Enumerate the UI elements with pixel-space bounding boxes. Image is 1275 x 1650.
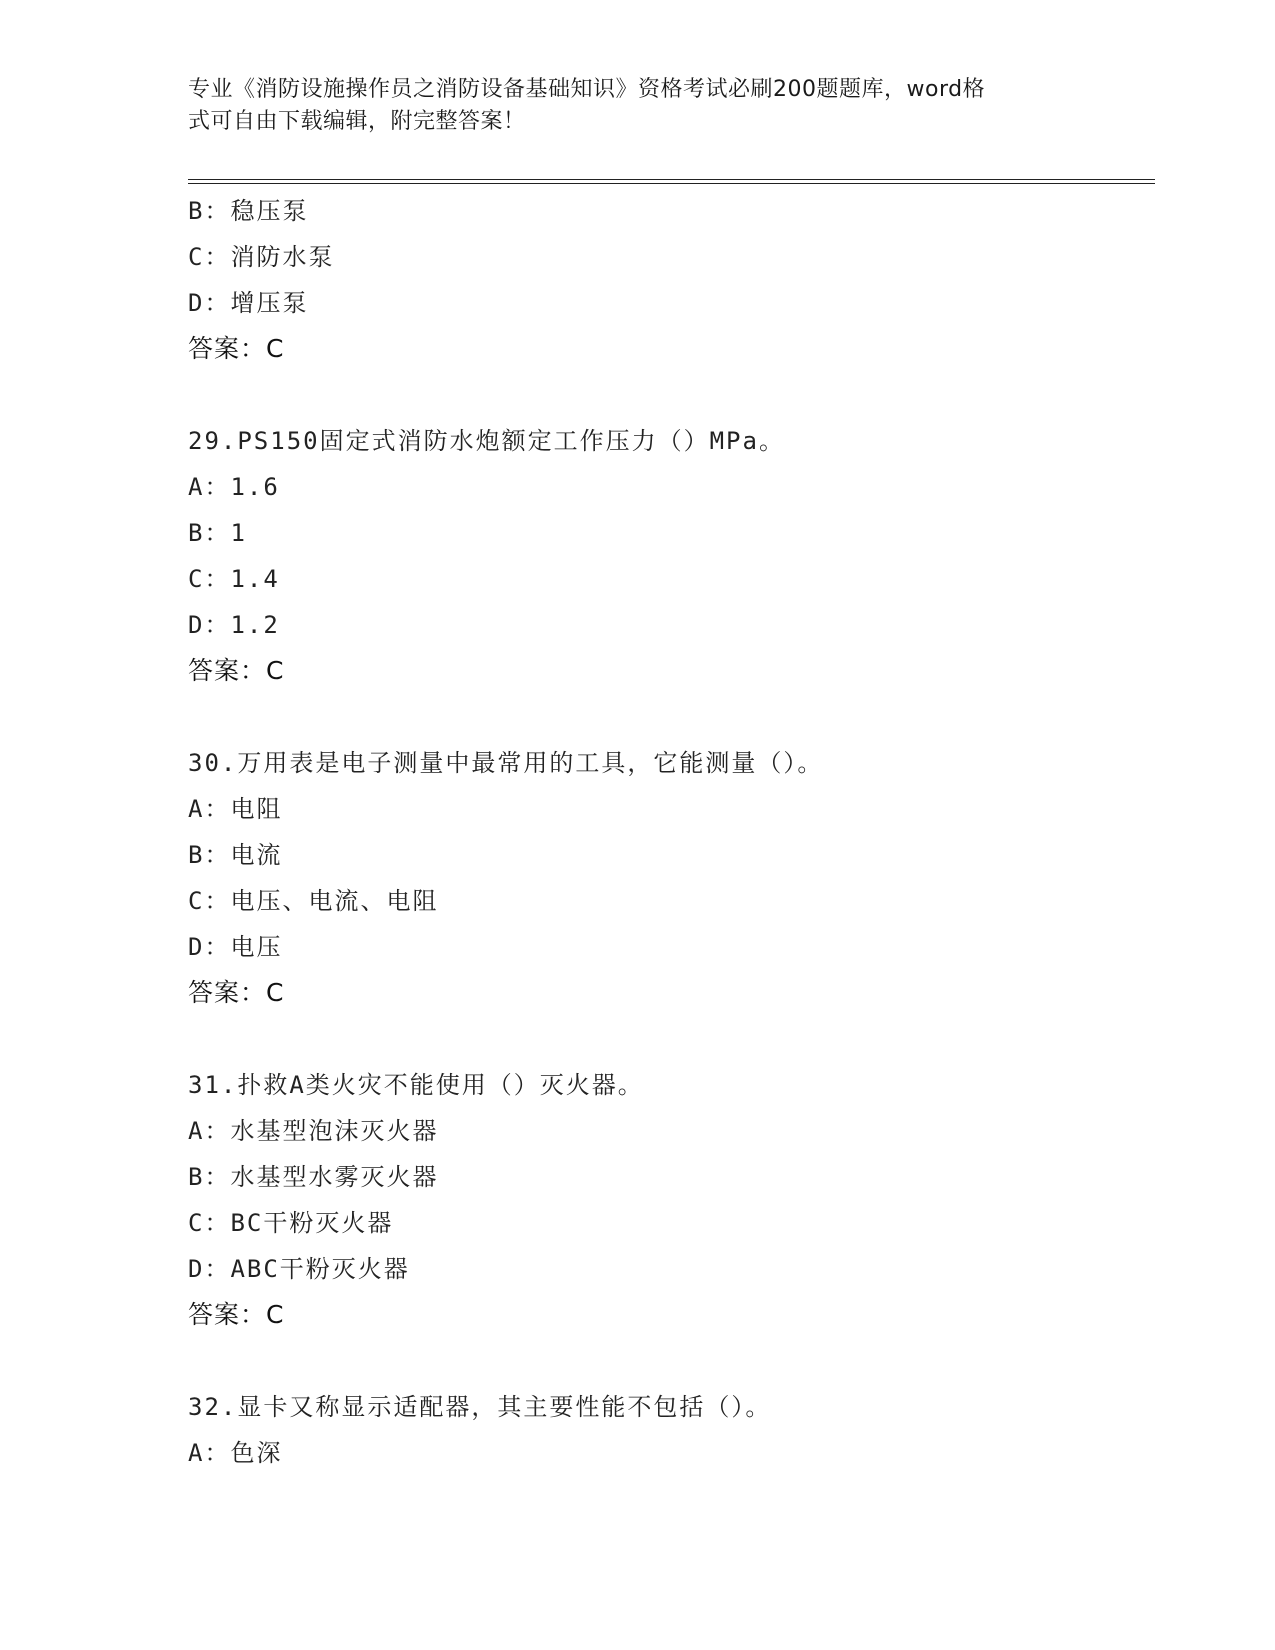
- question-30: [188, 740, 1148, 1016]
- header-divider-top: [188, 179, 1155, 180]
- answer: 答案：C: [188, 656, 285, 685]
- option-a: A：色深: [188, 1439, 283, 1467]
- option-c: C：电压、电流、电阻: [188, 887, 439, 915]
- question-stem: 32.显卡又称显示适配器，其主要性能不包括（）。: [188, 1393, 772, 1421]
- option-c: C：1.4: [188, 565, 280, 593]
- header-title-line-2: 式可自由下载编辑，附完整答案！: [188, 109, 526, 134]
- answer: 答案：C: [188, 334, 285, 363]
- question-stem: 29.PS150固定式消防水炮额定工作压力（）MPa。: [188, 427, 785, 455]
- option-c: C：BC干粉灭火器: [188, 1209, 394, 1237]
- option-d: D：电压: [188, 933, 283, 961]
- option-d: D：ABC干粉灭火器: [188, 1255, 410, 1283]
- option-b: B：1: [188, 519, 247, 547]
- option-a: A：1.6: [188, 473, 280, 501]
- option-a: A：电阻: [188, 795, 283, 823]
- question-stem: 31.扑救A类火灾不能使用（）灭火器。: [188, 1071, 644, 1099]
- option-a: A：水基型泡沫灭火器: [188, 1117, 439, 1145]
- question-stem: 30.万用表是电子测量中最常用的工具，它能测量（）。: [188, 749, 824, 777]
- spacer: [188, 372, 1148, 418]
- option-c: C：消防水泵: [188, 243, 335, 271]
- spacer: [188, 1338, 1148, 1384]
- option-b: B：水基型水雾灭火器: [188, 1163, 439, 1191]
- answer: 答案：C: [188, 1300, 285, 1329]
- question-28-continued: [188, 188, 1148, 372]
- question-31: [188, 1062, 1148, 1338]
- spacer: [188, 694, 1148, 740]
- option-b: B：稳压泵: [188, 197, 309, 225]
- spacer: [188, 1016, 1148, 1062]
- option-b: B：电流: [188, 841, 283, 869]
- answer: 答案：C: [188, 978, 285, 1007]
- question-list: [188, 188, 1148, 1476]
- document-header: [188, 74, 1088, 138]
- option-d: D：1.2: [188, 611, 280, 639]
- question-29: [188, 418, 1148, 694]
- option-d: D：增压泵: [188, 289, 309, 317]
- question-32: [188, 1384, 1148, 1476]
- header-divider-bottom: [188, 183, 1155, 184]
- header-title-line-1: 专业《消防设施操作员之消防设备基础知识》资格考试必刷200题题库，word格: [188, 77, 986, 102]
